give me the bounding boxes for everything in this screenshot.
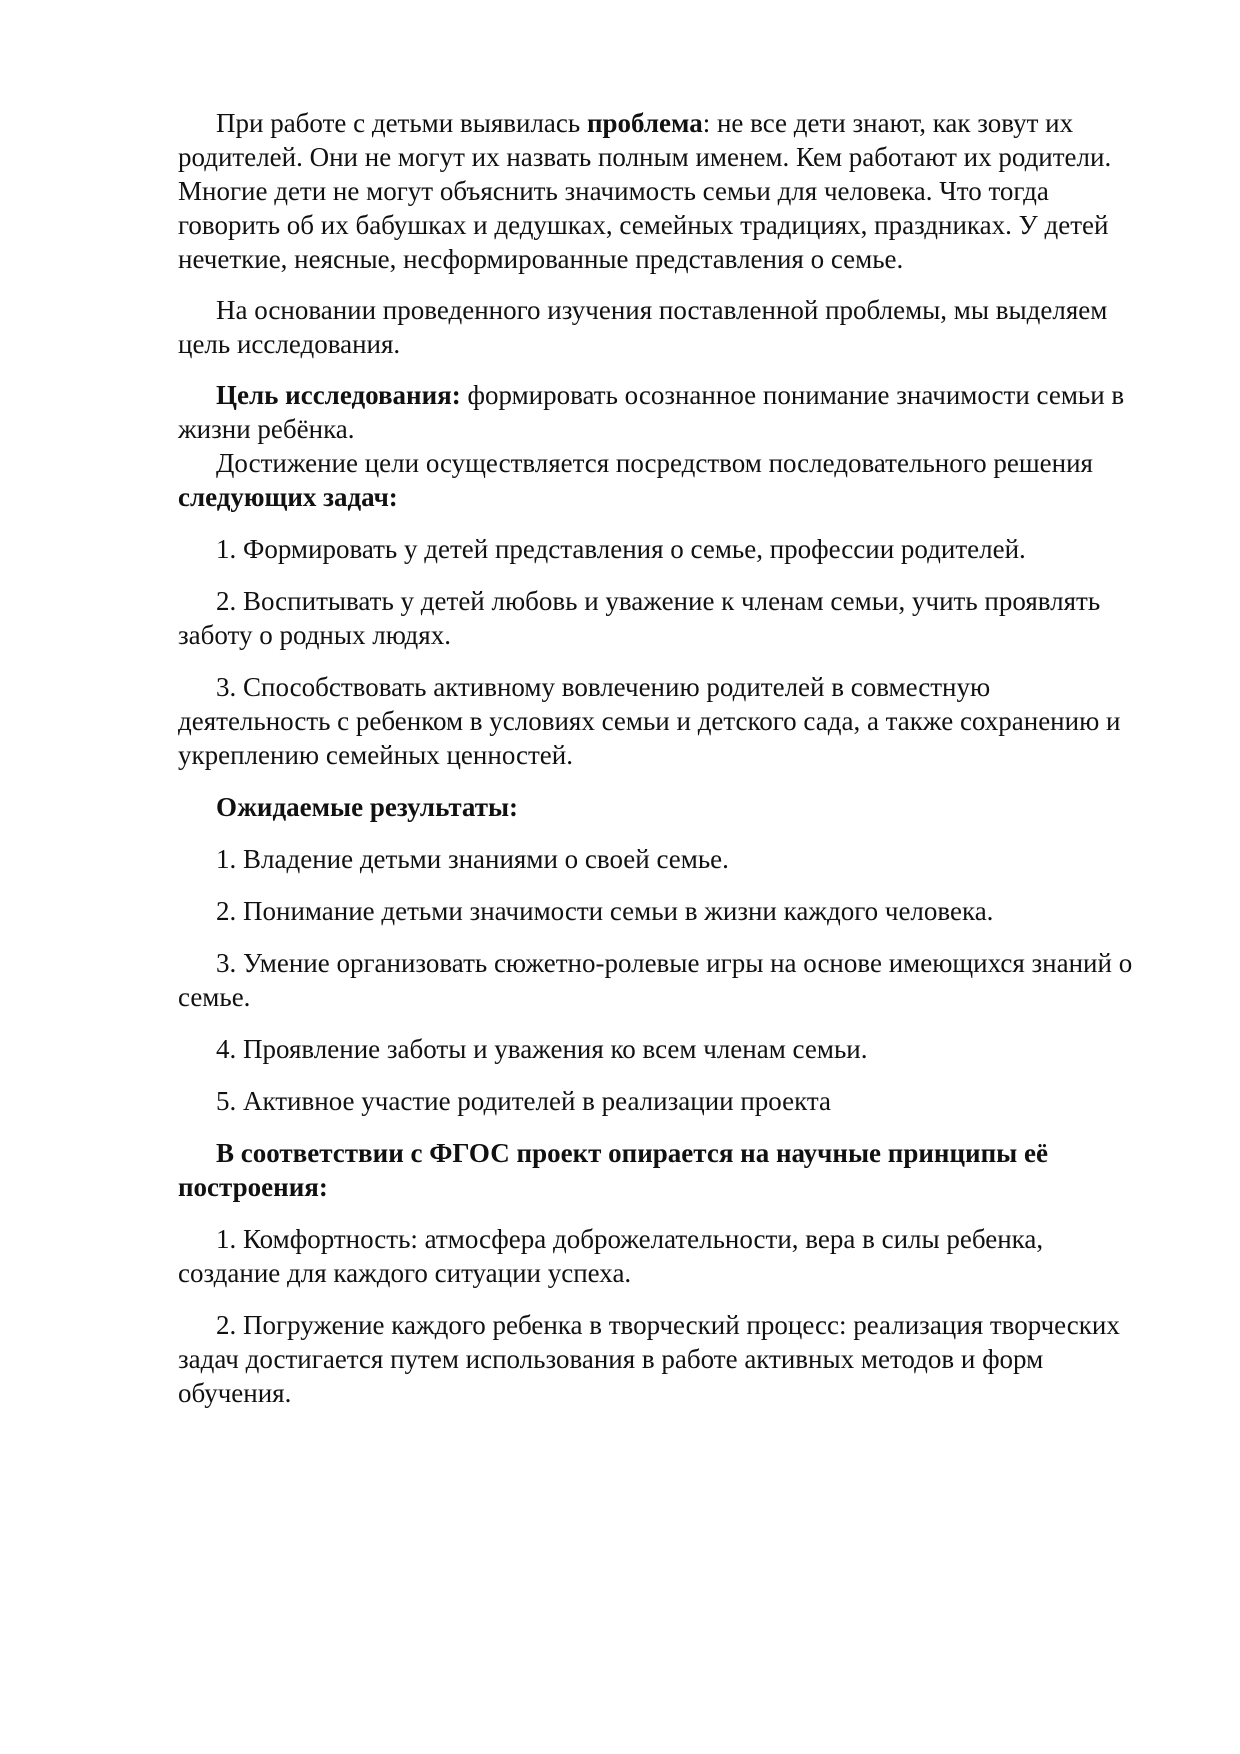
task-item: 3. Способствовать активному вовлечению родителей в совместную деятельность с ребенком в условиях семьи и детского сада, а также сохранению и укреплению семейных ценностей.	[178, 672, 1121, 770]
intro-paragraph: При работе с детьми выявилась проблема: не все дети знают, как зовут их родителей. Они не могут их назвать полным именем. Кем работают их родители. Многие дети не могут объяснить значимость семьи для человека. Что тогда говорить об их бабушках и дедушках, семейных традициях, праздниках. У детей нечеткие, неясные, несформированные представления о семье.	[178, 108, 1112, 274]
result-item: 3. Умение организовать сюжетно-ролевые игры на основе имеющихся знаний о семье.	[178, 948, 1133, 1012]
result-item: 5. Активное участие родителей в реализации проекта	[216, 1086, 831, 1116]
result-item: 1. Владение детьми знаниями о своей семье.	[216, 844, 729, 874]
goal-label: Цель исследования:	[216, 380, 461, 410]
task-item: 2. Воспитывать у детей любовь и уважение к членам семьи, учить проявлять заботу о родных людях.	[178, 586, 1101, 650]
problem-term: проблема	[586, 108, 703, 138]
result-item: 2. Понимание детьми значимости семьи в жизни каждого человека.	[216, 896, 994, 926]
tasks-label: следующих задач:	[178, 482, 398, 512]
basis-paragraph: На основании проведенного изучения поставленной проблемы, мы выделяем цель исследования.	[178, 295, 1108, 359]
achievement-paragraph: Достижение цели осуществляется посредством последовательного решения следующих задач:	[178, 448, 1093, 512]
result-item: 4. Проявление заботы и уважения ко всем членам семьи.	[216, 1034, 868, 1064]
principles-heading: В соответствии с ФГОС проект опирается на научные принципы её построения:	[178, 1138, 1048, 1202]
principle-item: 1. Комфортность: атмосфера доброжелательности, вера в силы ребенка, создание для каждого ситуации успеха.	[178, 1224, 1044, 1288]
principle-item: 2. Погружение каждого ребенка в творческий процесс: реализация творческих задач достигается путем использования в работе активных методов и форм обучения.	[178, 1310, 1120, 1408]
goal-paragraph: Цель исследования: формировать осознанное понимание значимости семьи в жизни ребёнка.	[178, 380, 1125, 444]
document-page	[178, 106, 1138, 1410]
task-item: 1. Формировать у детей представления о семье, профессии родителей.	[216, 534, 1026, 564]
results-heading: Ожидаемые результаты:	[216, 792, 519, 822]
